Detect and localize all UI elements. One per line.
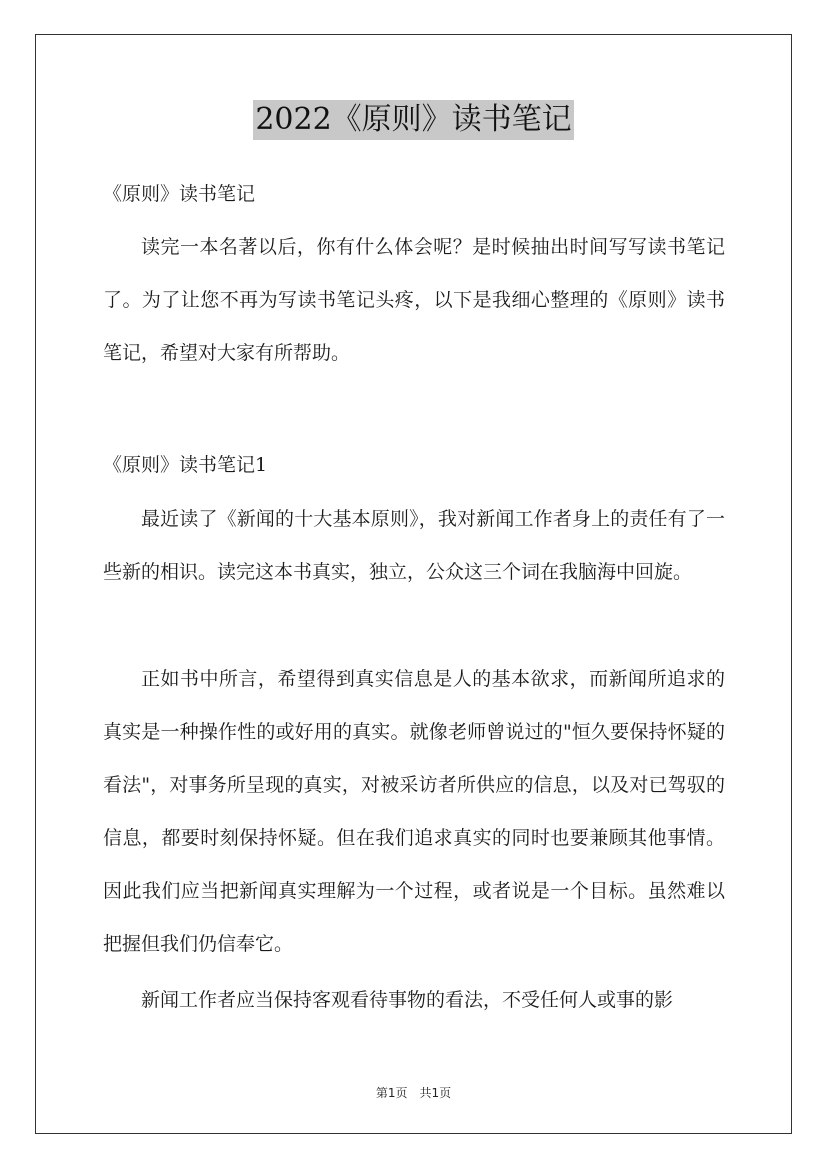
intro-paragraph: 读完一本名著以后，你有什么体会呢？是时候抽出时间写写读书笔记了。为了让您不再为写读书笔记头疼，以下是我细心整理的《原则》读书笔记，希望对大家有所帮助。 [103, 236, 725, 364]
page-footer: 第1页 共1页 [375, 1086, 452, 1100]
document-subtitle: 《原则》读书笔记 [103, 183, 256, 205]
section-heading: 《原则》读书笔记1 [103, 454, 268, 476]
title-container [0, 100, 827, 140]
body-paragraph: 正如书中所言，希望得到真实信息是人的基本欲求，而新闻所追求的真实是一种操作性的或好用的真实。就像老师曾说过的"恒久要保持怀疑的看法"，对事务所呈现的真实，对被采访者所供应的信息，以及对已驾驭的信息，都要时刻保持怀疑。但在我们追求真实的同时也要兼顾其他事情。因此我们应当把新闻真实理解为一个过程，或者说是一个目标。虽然难以把握但我们仍信奉它。 [103, 668, 725, 955]
body-paragraph: 最近读了《新闻的十大基本原则》，我对新闻工作者身上的责任有了一些新的相识。读完这本书真实，独立，公众这三个词在我脑海中回旋。 [103, 508, 725, 583]
document-title: 2022《原则》读书笔记 [253, 100, 573, 140]
body-paragraph: 新闻工作者应当保持客观看待事物的看法，不受任何人或事的影 [141, 989, 674, 1011]
